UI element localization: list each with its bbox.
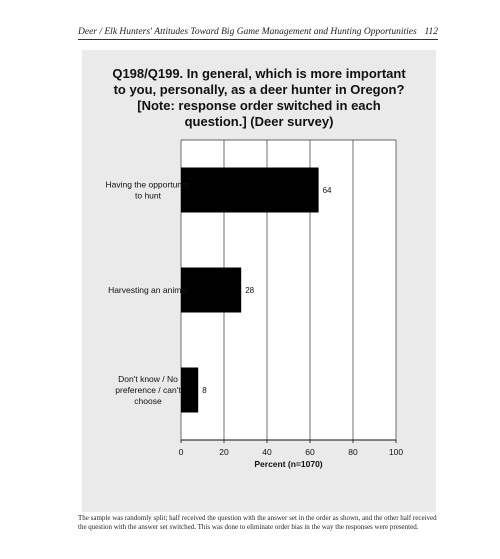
x-tick-label: 40 [262, 447, 272, 457]
x-tick-label: 20 [219, 447, 229, 457]
bar [181, 368, 198, 413]
data-label: 64 [322, 186, 332, 195]
x-tick-label: 80 [348, 447, 358, 457]
bar-chart [82, 50, 436, 512]
figure-box [82, 50, 436, 512]
x-tick-label: 60 [305, 447, 315, 457]
category-label: preference / can't [115, 385, 181, 395]
running-title: Deer / Elk Hunters' Attitudes Toward Big Game Management and Hunting Opportunities [78, 27, 417, 37]
category-label: Having the opportunity [105, 179, 191, 190]
chart-title-line: Q198/Q199. In general, which is more important [112, 66, 406, 81]
data-label: 8 [202, 386, 207, 395]
category-label: to hunt [135, 190, 161, 201]
chart-title-line: to you, personally, as a deer hunter in Oregon? [113, 82, 405, 97]
x-tick-label: 0 [178, 447, 184, 457]
chart-title-line: question.] (Deer survey) [184, 114, 334, 129]
category-label: Don't know / No [118, 374, 178, 384]
page-number: 112 [424, 27, 438, 37]
running-header [78, 24, 438, 40]
figure-caption: The sample was randomly split; half received the question with the answer set in the order as shown, and the other half received the question with the answer set switched. This was done to eliminate order bias in the way the responses were presented. [78, 514, 437, 531]
data-label: 28 [245, 286, 255, 295]
category-label: Harvesting an animal [108, 285, 188, 295]
category-label: choose [134, 396, 162, 406]
x-axis-label: Percent (n=1070) [254, 459, 323, 469]
bar [181, 268, 241, 313]
chart-title-line: [Note: response order switched in each [137, 98, 381, 113]
bar [181, 168, 319, 213]
x-tick-label: 100 [388, 447, 404, 457]
